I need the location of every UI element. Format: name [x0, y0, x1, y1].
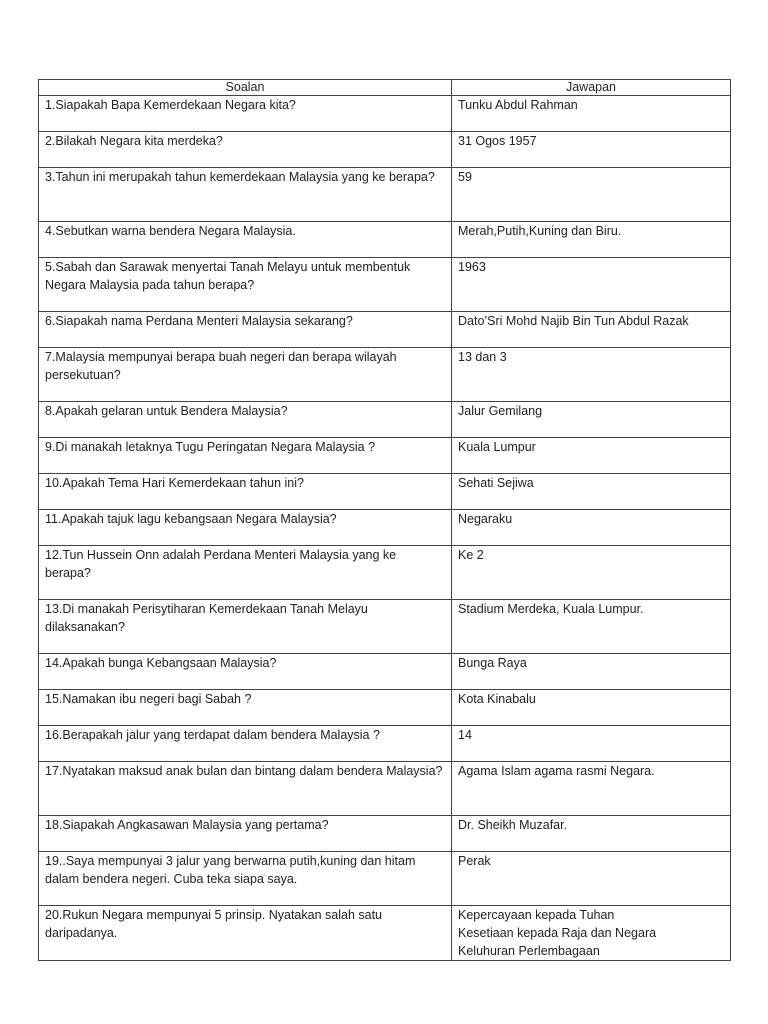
answer-cell [452, 132, 731, 168]
question-cell: 10.Apakah Tema Hari Kemerdekaan tahun ini? [39, 474, 452, 510]
answer-cell [452, 600, 731, 654]
table-row [39, 816, 731, 852]
table-header-row [39, 80, 731, 96]
answer-cell [452, 510, 731, 546]
answer-cell [452, 690, 731, 726]
answer-cell [452, 654, 731, 690]
answer-line: Dato’Sri Mohd Najib Bin Tun Abdul Razak [458, 314, 689, 328]
table-row [39, 348, 731, 402]
answer-cell [452, 906, 731, 961]
question-cell: 16.Berapakah jalur yang terdapat dalam bendera Malaysia ? [39, 726, 452, 762]
table-row [39, 906, 731, 961]
question-cell: 8.Apakah gelaran untuk Bendera Malaysia? [39, 402, 452, 438]
answer-line: Perak [458, 854, 491, 868]
table-row [39, 654, 731, 690]
question-cell: 18.Siapakah Angkasawan Malaysia yang pertama? [39, 816, 452, 852]
table-row [39, 96, 731, 132]
answer-line: 31 Ogos 1957 [458, 134, 537, 148]
table-row [39, 546, 731, 600]
question-cell: 1.Siapakah Bapa Kemerdekaan Negara kita? [39, 96, 452, 132]
header-question: Soalan [39, 80, 452, 96]
answer-line: 1963 [458, 260, 486, 274]
answer-line: Sehati Sejiwa [458, 476, 534, 490]
answer-cell [452, 474, 731, 510]
answer-line: Jalur Gemilang [458, 404, 543, 418]
question-cell: 6.Siapakah nama Perdana Menteri Malaysia sekarang? [39, 312, 452, 348]
table-row [39, 438, 731, 474]
answer-cell [452, 222, 731, 258]
answer-line: Bunga Raya [458, 656, 527, 670]
answer-cell [452, 438, 731, 474]
question-cell: 4.Sebutkan warna bendera Negara Malaysia. [39, 222, 452, 258]
question-cell: 19..Saya mempunyai 3 jalur yang berwarna putih,kuning dan hitam dalam bendera negeri. Cuba teka siapa saya. [39, 852, 452, 906]
question-cell: 3.Tahun ini merupakah tahun kemerdekaan Malaysia yang ke berapa? [39, 168, 452, 222]
question-cell: 17.Nyatakan maksud anak bulan dan bintang dalam bendera Malaysia? [39, 762, 452, 816]
table-row [39, 852, 731, 906]
quiz-table [38, 79, 731, 961]
answer-cell [452, 258, 731, 312]
table-row [39, 474, 731, 510]
answer-line: Kepercayaan kepada Tuhan [458, 908, 615, 922]
answer-line: Kota Kinabalu [458, 692, 536, 706]
table-row [39, 726, 731, 762]
answer-line: Stadium Merdeka, Kuala Lumpur. [458, 602, 644, 616]
question-cell: 20.Rukun Negara mempunyai 5 prinsip. Nyatakan salah satu daripadanya. [39, 906, 452, 961]
question-cell: 9.Di manakah letaknya Tugu Peringatan Negara Malaysia ? [39, 438, 452, 474]
answer-cell [452, 168, 731, 222]
answer-cell [452, 546, 731, 600]
table-body [39, 96, 731, 961]
answer-line: Agama Islam agama rasmi Negara. [458, 764, 655, 778]
table-row [39, 132, 731, 168]
answer-line: Merah,Putih,Kuning dan Biru. [458, 224, 622, 238]
answer-line: Negaraku [458, 512, 513, 526]
table-row [39, 600, 731, 654]
answer-line: Tunku Abdul Rahman [458, 98, 578, 112]
table-row [39, 510, 731, 546]
table-row [39, 222, 731, 258]
answer-cell [452, 402, 731, 438]
question-cell: 5.Sabah dan Sarawak menyertai Tanah Melayu untuk membentuk Negara Malaysia pada tahun berapa? [39, 258, 452, 312]
question-cell: 2.Bilakah Negara kita merdeka? [39, 132, 452, 168]
answer-cell [452, 312, 731, 348]
table-row [39, 168, 731, 222]
quiz-page [38, 79, 730, 961]
question-cell: 15.Namakan ibu negeri bagi Sabah ? [39, 690, 452, 726]
table-row [39, 690, 731, 726]
question-cell: 7.Malaysia mempunyai berapa buah negeri dan berapa wilayah persekutuan? [39, 348, 452, 402]
question-cell: 14.Apakah bunga Kebangsaan Malaysia? [39, 654, 452, 690]
answer-cell [452, 96, 731, 132]
table-row [39, 762, 731, 816]
question-cell: 11.Apakah tajuk lagu kebangsaan Negara Malaysia? [39, 510, 452, 546]
answer-line: Ke 2 [458, 548, 484, 562]
answer-line: 13 dan 3 [458, 350, 507, 364]
header-answer: Jawapan [452, 80, 731, 96]
table-row [39, 312, 731, 348]
answer-line: 14 [458, 728, 472, 742]
answer-line: Kesetiaan kepada Raja dan Negara [458, 926, 657, 940]
answer-line: Keluhuran Perlembagaan [458, 944, 600, 958]
table-row [39, 402, 731, 438]
table-row [39, 258, 731, 312]
answer-cell [452, 726, 731, 762]
question-cell: 12.Tun Hussein Onn adalah Perdana Menteri Malaysia yang ke berapa? [39, 546, 452, 600]
answer-cell [452, 762, 731, 816]
answer-cell [452, 348, 731, 402]
answer-line: Dr. Sheikh Muzafar. [458, 818, 568, 832]
question-cell: 13.Di manakah Perisytiharan Kemerdekaan Tanah Melayu dilaksanakan? [39, 600, 452, 654]
answer-line: Kuala Lumpur [458, 440, 536, 454]
answer-line: 59 [458, 170, 472, 184]
answer-cell [452, 852, 731, 906]
answer-cell [452, 816, 731, 852]
